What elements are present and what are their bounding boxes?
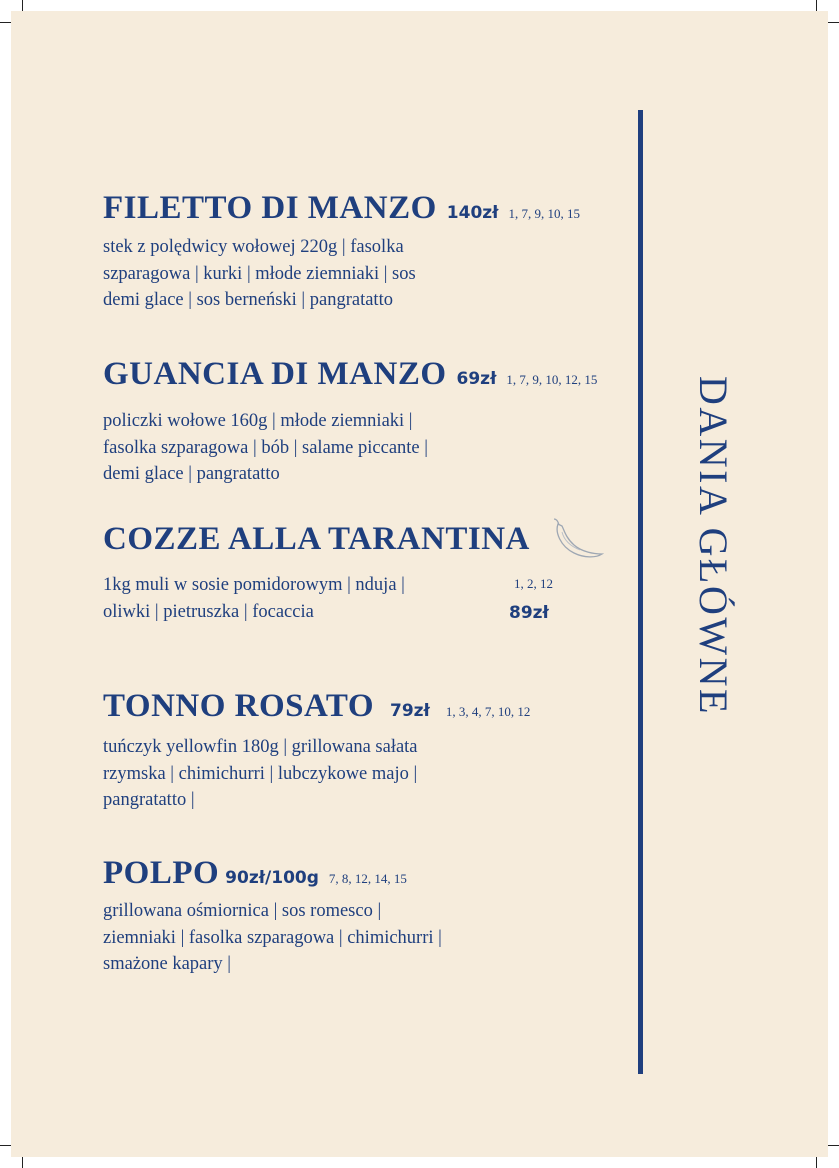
description-line: ziemniaki | fasolka szparagowa | chimichurri |: [103, 927, 442, 948]
dish-price: 89zł: [509, 603, 549, 623]
dish-name: COZZE ALLA TARANTINA: [103, 521, 530, 557]
dish-price: 90zł/100g: [225, 868, 319, 888]
dish-name: GUANCIA DI MANZO: [103, 356, 447, 392]
description-line: demi glace | sos berneński | pangratatto: [103, 290, 393, 310]
description-line: tuńczyk yellowfin 180g | grillowana sałata: [103, 737, 418, 757]
description-line: smażone kapary |: [103, 954, 232, 974]
dish-description: [103, 898, 543, 978]
dish-allergens: 1, 7, 9, 10, 12, 15: [506, 372, 598, 387]
crop-mark: [22, 1157, 23, 1168]
dish-allergens: 1, 2, 12: [514, 576, 553, 591]
crop-mark: [816, 1157, 817, 1168]
crop-mark: [816, 0, 817, 11]
crop-mark: [828, 1145, 839, 1146]
section-title: DANIA GŁÓWNE: [691, 376, 736, 716]
description-line: stek z polędwicy wołowej 220g | fasolka: [103, 237, 404, 257]
dish-name: POLPO: [103, 855, 220, 891]
dish-title-row: [103, 356, 597, 393]
dish-allergens: 1, 7, 9, 10, 15: [508, 206, 580, 221]
dish-price: 69zł: [456, 369, 497, 389]
description-line: rzymska | chimichurri | lubczykowe majo |: [103, 763, 418, 784]
description-line: oliwki | pietruszka | focaccia: [103, 601, 314, 622]
description-line: szparagowa | kurki | młode ziemniaki | sos: [103, 263, 416, 284]
dish-price: 79zł: [389, 701, 430, 721]
chili-pepper-icon: [552, 518, 604, 562]
crop-mark: [828, 22, 839, 23]
description-line: fasolka szparagowa | bób | salame piccante |: [103, 437, 428, 458]
dish-title-row: [103, 521, 530, 558]
divider-line: [638, 110, 643, 1074]
dish-description: [103, 572, 543, 625]
dish-name: TONNO ROSATO: [103, 688, 374, 724]
description-line: grillowana ośmiornica | sos romesco |: [103, 901, 382, 921]
dish-name: FILETTO DI MANZO: [103, 190, 437, 226]
dish-description: [103, 734, 543, 814]
description-line: pangratatto |: [103, 790, 195, 810]
crop-mark: [0, 1145, 11, 1146]
dish-title-row: [103, 855, 407, 892]
dish-title-row: [103, 190, 580, 227]
dish-description: [103, 234, 543, 314]
dish-title-row: [103, 688, 530, 725]
dish-allergens: 1, 3, 4, 7, 10, 12: [445, 704, 531, 719]
dish-price: 140zł: [446, 203, 499, 223]
description-line: policzki wołowe 160g | młode ziemniaki |: [103, 411, 413, 431]
description-line: demi glace | pangratatto: [103, 464, 280, 484]
crop-mark: [0, 22, 11, 23]
description-line: 1kg muli w sosie pomidorowym | nduja |: [103, 575, 405, 595]
dish-allergens: 7, 8, 12, 14, 15: [328, 871, 407, 886]
crop-mark: [22, 0, 23, 11]
dish-description: [103, 408, 543, 488]
